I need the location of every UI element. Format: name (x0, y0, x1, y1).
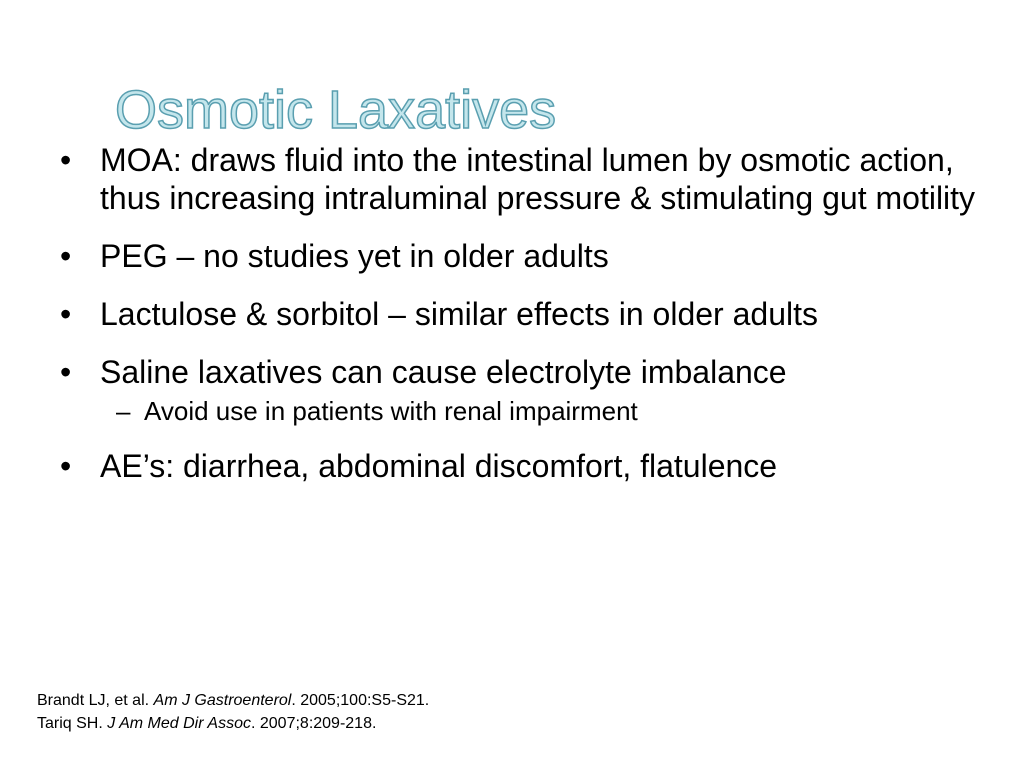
bullet-text: AE’s: diarrhea, abdominal discomfort, flatulence (100, 448, 778, 484)
bullet-glyph: • (60, 354, 72, 390)
sub-bullet-glyph: – (116, 396, 131, 426)
sub-bullet-text: Avoid use in patients with renal impairment (144, 396, 638, 426)
reference-authors: Tariq SH. (37, 715, 108, 732)
bullet-item-peg (60, 237, 990, 275)
bullet-text: PEG – no studies yet in older adults (100, 238, 609, 274)
bullet-text: Saline laxatives can cause electrolyte imbalance (100, 354, 787, 390)
bullet-item-moa (60, 141, 990, 217)
bullet-text: MOA: draws fluid into the intestinal lumen by osmotic action, thus increasing intraluminal pressure & stimulating gut motility (100, 142, 976, 216)
slide-title: Osmotic Laxatives (115, 80, 557, 140)
reference-journal: Am J Gastroenterol (153, 692, 292, 709)
bullet-item-lactulose (60, 295, 990, 333)
reference-tariq (37, 712, 429, 735)
sub-bullet-renal (100, 395, 990, 427)
bullet-item-ae (60, 447, 990, 485)
bullet-list (60, 141, 990, 505)
reference-brandt (37, 689, 429, 712)
reference-journal: J Am Med Dir Assoc (107, 715, 251, 732)
references (37, 689, 429, 735)
reference-authors: Brandt LJ, et al. (37, 692, 154, 709)
bullet-glyph: • (60, 238, 72, 274)
bullet-text: Lactulose & sorbitol – similar effects in older adults (100, 296, 818, 332)
bullet-glyph: • (60, 448, 72, 484)
bullet-glyph: • (60, 142, 72, 178)
reference-citation: . 2007;8:209-218. (250, 715, 377, 732)
bullet-item-saline (60, 353, 990, 427)
bullet-glyph: • (60, 296, 72, 332)
reference-citation: . 2005;100:S5-S21. (291, 692, 430, 709)
